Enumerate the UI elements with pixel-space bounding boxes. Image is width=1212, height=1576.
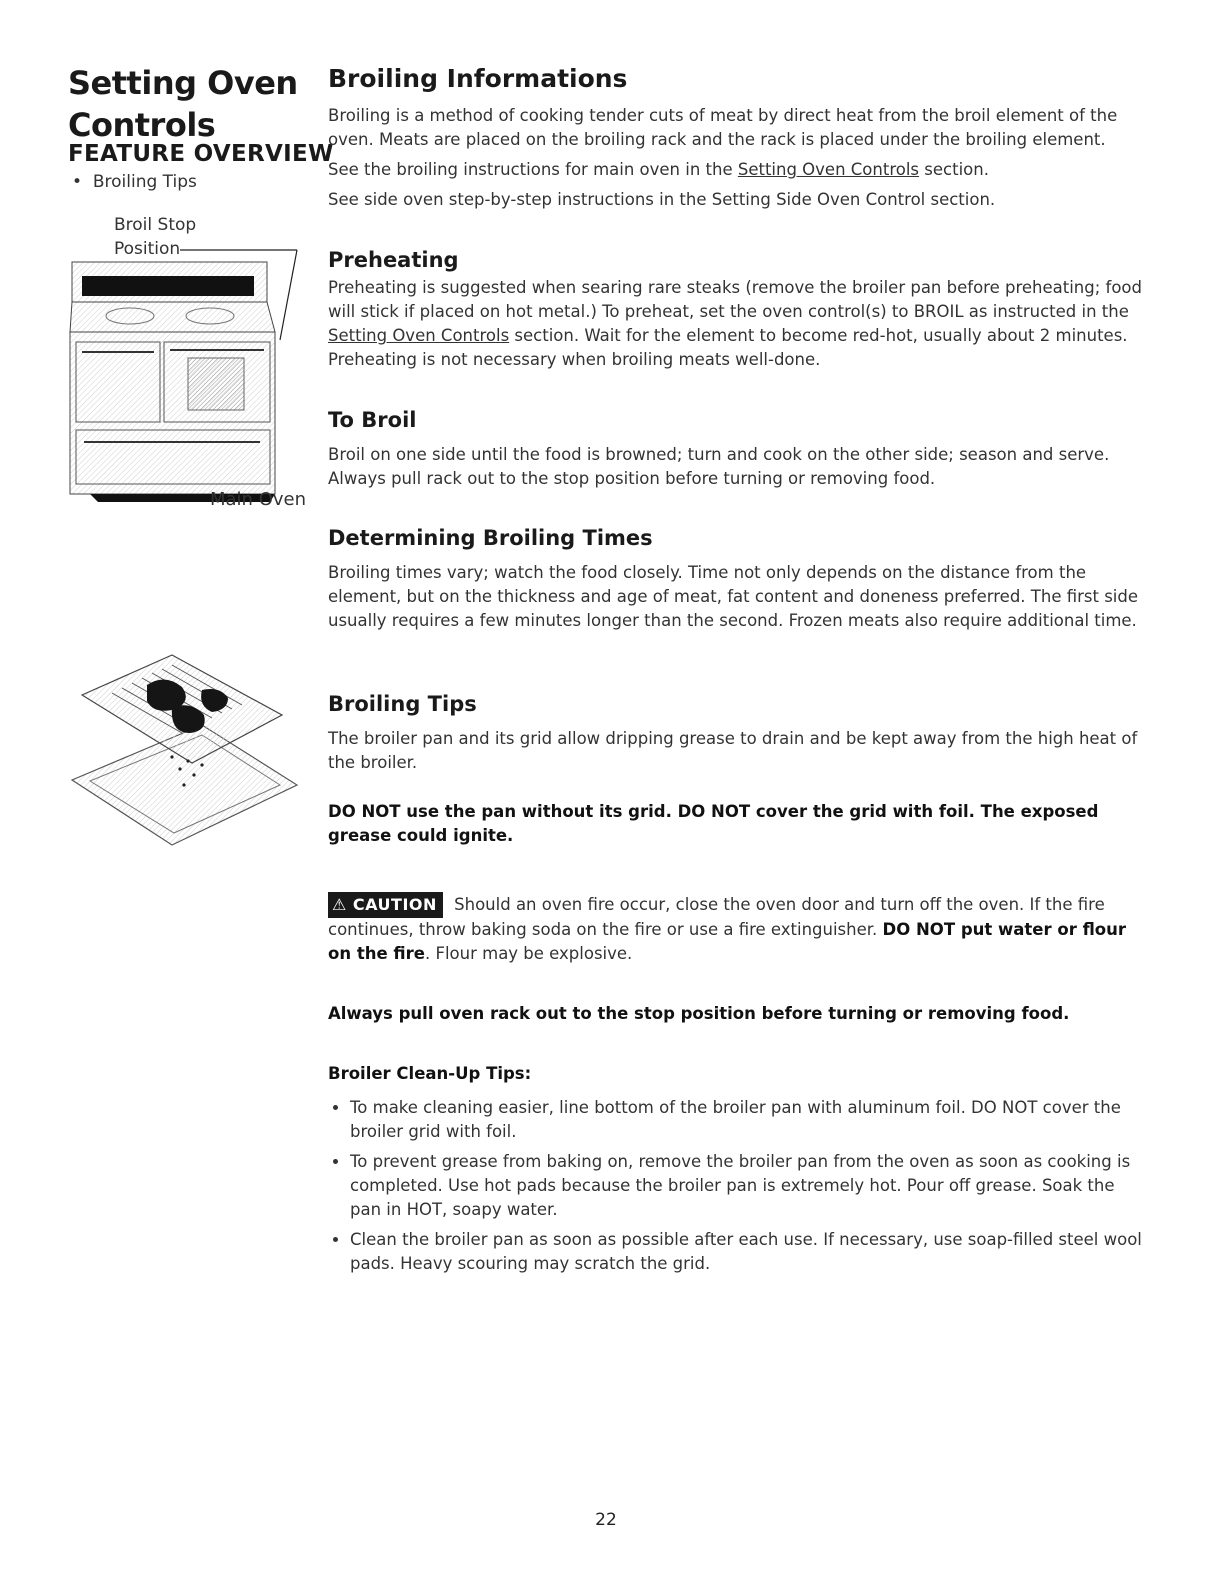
main-oven-caption: Main Oven [210, 489, 306, 510]
broiling-intro: Broiling is a method of cooking tender cuts of meat by direct heat from the broil element of the oven. Meats are placed on the broiling rack and the rack is placed under the broiling element. [328, 106, 1118, 149]
preheating-heading: Preheating [328, 248, 459, 272]
always-pull-warning: Always pull oven rack out to the stop position before turning or removing food. [328, 1004, 1070, 1023]
broiling-times-text: Broiling times vary; watch the food closely. Time not only depends on the distance from the element, but on the thickness and age of meat, fat content and doneness preferred. The first side usually requires a few minutes longer than the second. Frozen meats also require additional time. [328, 563, 1139, 630]
warning-triangle-icon: ⚠ [332, 895, 347, 914]
broil-stop-label-line1: Broil Stop [114, 215, 197, 235]
see-side-oven-text: See side oven step-by-step instructions in the Setting Side Oven Control section. [328, 190, 996, 209]
range-body [70, 332, 275, 494]
feature-bullet-label: Broiling Tips [92, 172, 197, 192]
page-number: 22 [595, 1510, 617, 1530]
bullet-dot: • [72, 172, 93, 192]
see-main-pre: See the broiling instructions for main oven in the [328, 160, 738, 179]
see-main-oven-text [328, 158, 1148, 182]
broiling-tips-heading: Broiling Tips [328, 692, 477, 716]
oven-window [188, 358, 244, 410]
broiler-pan-icon [62, 645, 307, 860]
see-main-post: section. [919, 160, 989, 179]
caution-label: CAUTION [352, 895, 437, 914]
list-item: • To prevent grease from baking on, remove the broiler pan from the oven as soon as cooking is completed. Use hot pads because the broiler pan is extremely hot. Pour off grease. Soak the pan in HOT, soapy water. [350, 1150, 1148, 1222]
pointer-line-diagonal [280, 250, 297, 340]
setting-oven-controls-link[interactable]: Setting Oven Controls [737, 160, 920, 179]
preheating-text-pre: Preheating is suggested when searing rare steaks (remove the broiler pan before preheating; food will stick if placed on hot metal.) To preheat, set the oven control(s) to BROIL as instructed in the [328, 278, 1143, 321]
caution-text-pre: Should an oven fire occur, close the oven door and turn off the oven. If the fire continues, throw baking soda on the fire or use a fire extinguisher. [328, 895, 1105, 939]
preheating-text-post: section. Wait for the element to become red-hot, usually about 2 minutes. Preheating is not necessary when broiling meats well-done. [328, 326, 1128, 369]
broiling-tips-text: The broiler pan and its grid allow dripping grease to drain and be kept away from the high heat of the broiler. [328, 729, 1138, 772]
to-broil-heading: To Broil [328, 408, 417, 432]
broiling-info-heading: Broiling Informations [328, 64, 628, 93]
caution-paragraph [328, 892, 1148, 966]
grid-warning: DO NOT use the pan without its grid. DO NOT cover the grid with foil. The exposed grease could ignite. [328, 802, 1099, 845]
to-broil-text: Broil on one side until the food is browned; turn and cook on the other side; season and serve. Always pull rack out to the stop position before turning or removing food. [328, 445, 1110, 488]
broil-stop-label-line2: Position [114, 239, 181, 259]
section-title: Setting Oven Controls [68, 64, 298, 144]
cleanup-list [328, 1096, 1148, 1276]
feature-bullet[interactable] [72, 172, 197, 192]
list-item: • Clean the broiler pan as soon as possible after each use. If necessary, use soap-filled steel wool pads. Heavy scouring may scratch the grid. [350, 1228, 1148, 1276]
caution-text-post: . Flour may be explosive. [424, 944, 633, 963]
range-illustration [60, 240, 310, 510]
caution-badge [328, 892, 443, 918]
cleanup-section [328, 1062, 1148, 1282]
cleanup-heading: Broiler Clean-Up Tips: [328, 1064, 532, 1083]
preheating-text [328, 276, 1148, 372]
list-item: • To make cleaning easier, line bottom of the broiler pan with aluminum foil. DO NOT cover the broiler grid with foil. [350, 1096, 1148, 1144]
feature-overview-heading: FEATURE OVERVIEW [68, 141, 334, 167]
control-panel [82, 276, 254, 296]
caution-text-bold: DO NOT put water or flour on the fire [328, 920, 1127, 963]
broiling-times-heading: Determining Broiling Times [328, 526, 653, 550]
cooktop [70, 302, 275, 332]
setting-oven-controls-link-2[interactable]: Setting Oven Controls [328, 326, 510, 345]
